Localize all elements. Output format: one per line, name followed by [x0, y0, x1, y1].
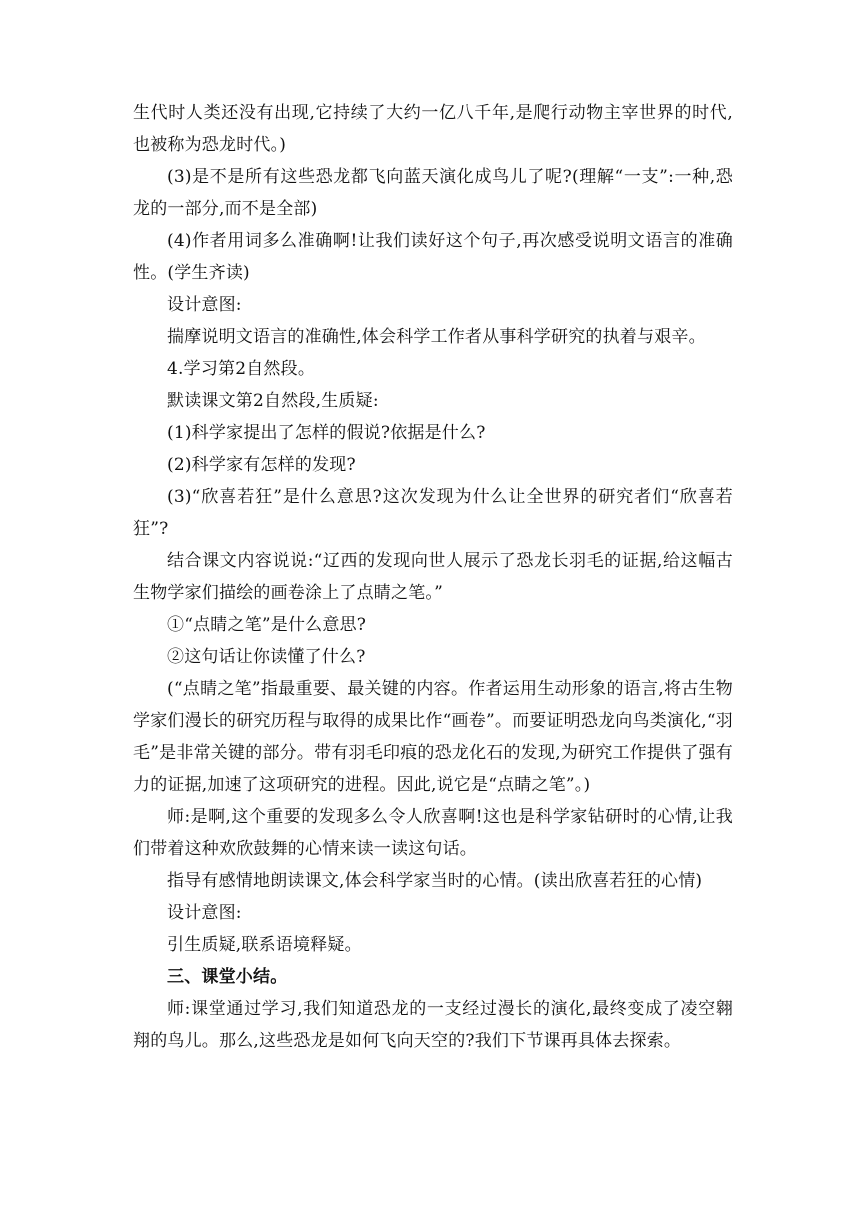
paragraph-question-3: (3)是不是所有这些恐龙都飞向蓝天演化成鸟儿了呢?(理解“一支”:一种,恐龙的一部分,而不是全部) [133, 167, 733, 219]
paragraph-question-4: (4)作者用词多么准确啊!让我们读好这个句子,再次感受说明文语言的准确性。(学生齐读) [133, 231, 733, 283]
paragraph-ecstatic-question: (3)“欣喜若狂”是什么意思?这次发现为什么让全世界的研究者们“欣喜若狂”? [133, 487, 733, 539]
paragraph-silent-reading: 默读课文第2自然段,生质疑: [167, 391, 379, 411]
paragraph-study-section-2: 4.学习第2自然段。 [167, 359, 316, 379]
paragraph-design-intent-label-1: 设计意图: [167, 295, 242, 315]
paragraph-design-intent-label-2: 设计意图: [167, 903, 242, 923]
paragraph-discovery-question: (2)科学家有怎样的发现? [167, 455, 356, 475]
paragraph-era-note: 生代时人类还没有出现,它持续了大约一亿八千年,是爬行动物主宰世界的时代,也被称为恐龙时代。) [133, 103, 733, 155]
paragraph-summary: 师:课堂通过学习,我们知道恐龙的一支经过漫长的演化,最终变成了凌空翱翔的鸟儿。那么,这些恐龙是如何飞向天空的?我们下节课再具体去探索。 [133, 999, 733, 1051]
paragraph-quote-discussion: 结合课文内容说说:“辽西的发现向世人展示了恐龙长羽毛的证据,给这幅古生物学家们描绘的画卷涂上了点睛之笔。” [133, 551, 733, 603]
document-body [133, 0, 733, 1057]
section-heading-summary: 三、课堂小结。 [167, 967, 288, 987]
paragraph-design-intent-2: 引生质疑,联系语境释疑。 [167, 935, 362, 955]
paragraph-teacher-remark: 师:是啊,这个重要的发现多么令人欣喜啊!这也是科学家钻研时的心情,让我们带着这种欢欣鼓舞的心情来读一读这句话。 [133, 807, 733, 859]
paragraph-finishing-touch-explanation: (“点睛之笔”指最重要、最关键的内容。作者运用生动形象的语言,将古生物学家们漫长的研究历程与取得的成果比作“画卷”。而要证明恐龙向鸟类演化,“羽毛”是非常关键的部分。带有羽毛印痕的恐龙化石的发现,为研究工作提供了强有力的证据,加速了这项研究的进程。因此,说它是“点睛之笔”。) [133, 679, 733, 795]
paragraph-sub-question-2: ②这句话让你读懂了什么? [167, 647, 366, 667]
paragraph-hypothesis-question: (1)科学家提出了怎样的假说?依据是什么? [167, 423, 486, 443]
paragraph-design-intent-1: 揣摩说明文语言的准确性,体会科学工作者从事科学研究的执着与艰辛。 [167, 327, 706, 347]
paragraph-sub-question-1: ①“点睛之笔”是什么意思? [167, 615, 367, 635]
top-margin [133, 0, 733, 97]
paragraph-reading-guidance: 指导有感情地朗读课文,体会科学家当时的心情。(读出欣喜若狂的心情) [167, 871, 703, 891]
